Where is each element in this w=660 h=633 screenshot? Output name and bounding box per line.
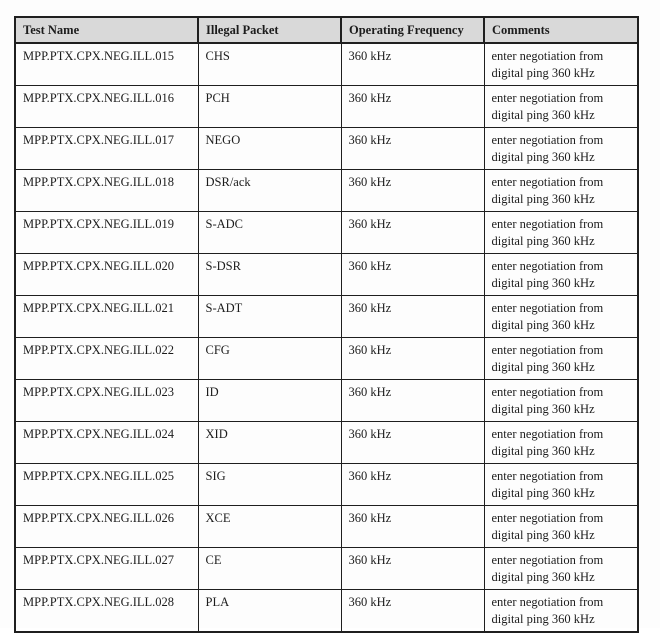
comments-cell: enter negotiation from digital ping 360 kHz xyxy=(484,506,638,548)
illegal-packet-cell: S-DSR xyxy=(198,254,341,296)
column-header-operating-frequency: Operating Frequency xyxy=(341,17,484,43)
illegal-packet-cell: ID xyxy=(198,380,341,422)
test-name-cell: MPP.PTX.CPX.NEG.ILL.018 xyxy=(15,170,198,212)
operating-frequency-cell: 360 kHz xyxy=(341,380,484,422)
comments-cell: enter negotiation from digital ping 360 kHz xyxy=(484,296,638,338)
table-row xyxy=(15,86,638,128)
operating-frequency-cell: 360 kHz xyxy=(341,86,484,128)
operating-frequency-cell: 360 kHz xyxy=(341,254,484,296)
comments-cell: enter negotiation from digital ping 360 kHz xyxy=(484,254,638,296)
illegal-packet-cell: PCH xyxy=(198,86,341,128)
test-name-cell: MPP.PTX.CPX.NEG.ILL.016 xyxy=(15,86,198,128)
operating-frequency-cell: 360 kHz xyxy=(341,170,484,212)
comments-cell: enter negotiation from digital ping 360 kHz xyxy=(484,464,638,506)
operating-frequency-cell: 360 kHz xyxy=(341,338,484,380)
comments-cell: enter negotiation from digital ping 360 kHz xyxy=(484,86,638,128)
table-row xyxy=(15,128,638,170)
comments-cell: enter negotiation from digital ping 360 kHz xyxy=(484,548,638,590)
comments-cell: enter negotiation from digital ping 360 kHz xyxy=(484,212,638,254)
table-row xyxy=(15,43,638,86)
table-body xyxy=(15,43,638,632)
table-row xyxy=(15,590,638,633)
table-row xyxy=(15,380,638,422)
table-row xyxy=(15,254,638,296)
operating-frequency-cell: 360 kHz xyxy=(341,590,484,633)
operating-frequency-cell: 360 kHz xyxy=(341,506,484,548)
illegal-packet-cell: XID xyxy=(198,422,341,464)
illegal-packet-cell: PLA xyxy=(198,590,341,633)
illegal-packet-cell: S-ADC xyxy=(198,212,341,254)
table-row xyxy=(15,548,638,590)
operating-frequency-cell: 360 kHz xyxy=(341,464,484,506)
test-name-cell: MPP.PTX.CPX.NEG.ILL.017 xyxy=(15,128,198,170)
illegal-packet-cell: CE xyxy=(198,548,341,590)
test-name-cell: MPP.PTX.CPX.NEG.ILL.022 xyxy=(15,338,198,380)
table-row xyxy=(15,506,638,548)
operating-frequency-cell: 360 kHz xyxy=(341,43,484,86)
comments-cell: enter negotiation from digital ping 360 kHz xyxy=(484,43,638,86)
illegal-packet-cell: XCE xyxy=(198,506,341,548)
table-row xyxy=(15,296,638,338)
illegal-packet-cell: S-ADT xyxy=(198,296,341,338)
comments-cell: enter negotiation from digital ping 360 kHz xyxy=(484,380,638,422)
test-name-cell: MPP.PTX.CPX.NEG.ILL.020 xyxy=(15,254,198,296)
test-case-table xyxy=(14,16,639,633)
illegal-packet-cell: CFG xyxy=(198,338,341,380)
comments-cell: enter negotiation from digital ping 360 kHz xyxy=(484,170,638,212)
comments-cell: enter negotiation from digital ping 360 kHz xyxy=(484,422,638,464)
test-name-cell: MPP.PTX.CPX.NEG.ILL.019 xyxy=(15,212,198,254)
test-name-cell: MPP.PTX.CPX.NEG.ILL.023 xyxy=(15,380,198,422)
table-row xyxy=(15,212,638,254)
operating-frequency-cell: 360 kHz xyxy=(341,128,484,170)
test-name-cell: MPP.PTX.CPX.NEG.ILL.026 xyxy=(15,506,198,548)
operating-frequency-cell: 360 kHz xyxy=(341,548,484,590)
illegal-packet-cell: SIG xyxy=(198,464,341,506)
table-row xyxy=(15,422,638,464)
operating-frequency-cell: 360 kHz xyxy=(341,212,484,254)
test-name-cell: MPP.PTX.CPX.NEG.ILL.027 xyxy=(15,548,198,590)
comments-cell: enter negotiation from digital ping 360 kHz xyxy=(484,128,638,170)
comments-cell: enter negotiation from digital ping 360 kHz xyxy=(484,590,638,633)
test-name-cell: MPP.PTX.CPX.NEG.ILL.015 xyxy=(15,43,198,86)
table-row xyxy=(15,464,638,506)
test-name-cell: MPP.PTX.CPX.NEG.ILL.028 xyxy=(15,590,198,633)
column-header-comments: Comments xyxy=(484,17,638,43)
column-header-test-name: Test Name xyxy=(15,17,198,43)
illegal-packet-cell: CHS xyxy=(198,43,341,86)
operating-frequency-cell: 360 kHz xyxy=(341,296,484,338)
table-row xyxy=(15,338,638,380)
comments-cell: enter negotiation from digital ping 360 kHz xyxy=(484,338,638,380)
test-name-cell: MPP.PTX.CPX.NEG.ILL.025 xyxy=(15,464,198,506)
table-header xyxy=(15,17,638,43)
illegal-packet-cell: NEGO xyxy=(198,128,341,170)
test-name-cell: MPP.PTX.CPX.NEG.ILL.024 xyxy=(15,422,198,464)
operating-frequency-cell: 360 kHz xyxy=(341,422,484,464)
table-row xyxy=(15,170,638,212)
header-row xyxy=(15,17,638,43)
column-header-illegal-packet: Illegal Packet xyxy=(198,17,341,43)
illegal-packet-cell: DSR/ack xyxy=(198,170,341,212)
test-name-cell: MPP.PTX.CPX.NEG.ILL.021 xyxy=(15,296,198,338)
